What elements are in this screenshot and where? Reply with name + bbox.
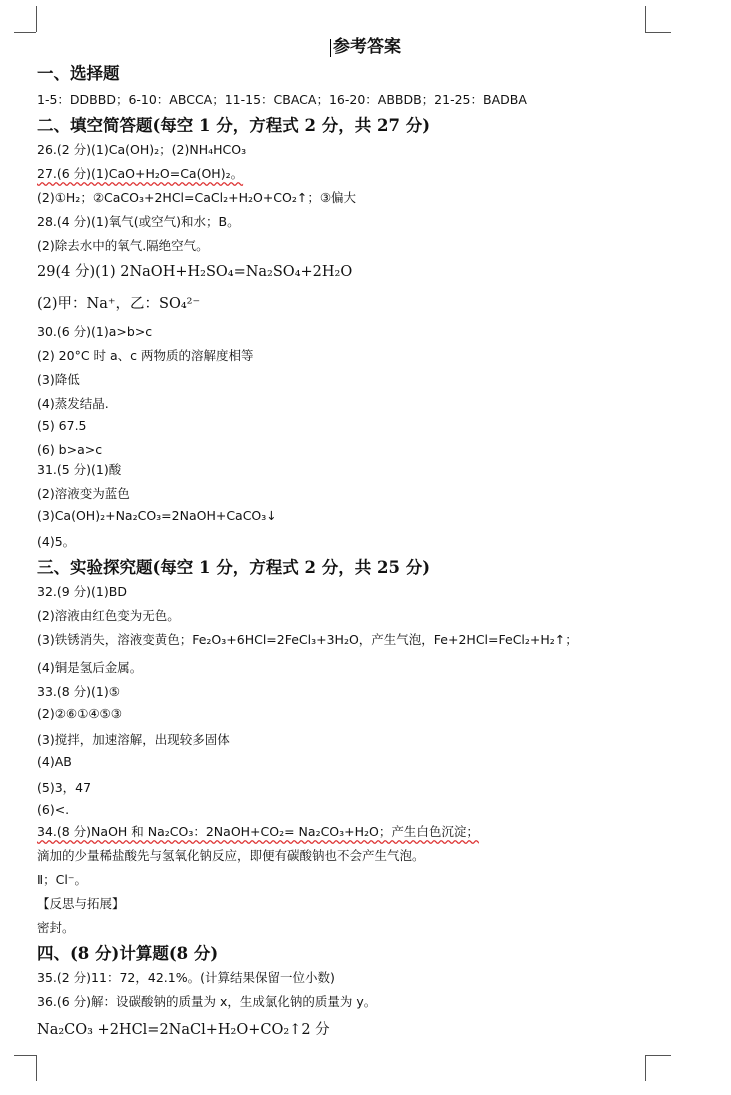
answer-line: 27.(6 分)(1)CaO+H₂O=Ca(OH)₂。: [37, 166, 244, 181]
crop-mark-line: [14, 1055, 36, 1056]
section-heading: 一、选择题: [37, 64, 120, 83]
crop-mark-line: [645, 6, 646, 32]
answer-line: 32.(9 分)(1)BD: [37, 584, 127, 599]
answer-line: (2) 20°C 时 a、c 两物质的溶解度相等: [37, 348, 254, 363]
answer-line: (3)降低: [37, 372, 80, 387]
answer-line: 28.(4 分)(1)氧气(或空气)和水；B。: [37, 214, 240, 229]
answer-line: 31.(5 分)(1)酸: [37, 462, 122, 477]
answer-line: 1-5：DDBBD；6-10：ABCCA；11-15：CBACA；16-20：ABBDB；21-25：BADBA: [37, 92, 527, 107]
answer-line: (4)蒸发结晶.: [37, 396, 109, 411]
answer-line: 36.(6 分)解：设碳酸钠的质量为 x，生成氯化钠的质量为 y。: [37, 994, 377, 1009]
answer-line: 【反思与拓展】: [37, 896, 125, 911]
crop-mark-line: [36, 6, 37, 32]
answer-line: (4)AB: [37, 754, 72, 769]
answer-line: 密封。: [37, 920, 75, 935]
answer-line: 33.(8 分)(1)⑤: [37, 684, 120, 699]
section-heading: 四、(8 分)计算题(8 分): [37, 944, 219, 963]
answer-line: Ⅱ；Cl⁻。: [37, 872, 87, 887]
answer-line: (2)溶液由红色变为无色。: [37, 608, 180, 623]
answer-line: 滴加的少量稀盐酸先与氢氧化钠反应，即便有碳酸钠也不会产生气泡。: [37, 848, 425, 863]
text-cursor: [330, 39, 331, 57]
section-heading: 三、实验探究题(每空 1 分，方程式 2 分，共 25 分): [37, 558, 431, 577]
answer-line: 30.(6 分)(1)a>b>c: [37, 324, 153, 339]
answer-line: (2)除去水中的氧气.隔绝空气。: [37, 238, 209, 253]
answer-line: (3)搅拌，加速溶解，出现较多固体: [37, 732, 230, 747]
answer-line: (3)Ca(OH)₂+Na₂CO₃=2NaOH+CaCO₃↓: [37, 508, 277, 523]
answer-line: 26.(2 分)(1)Ca(OH)₂；(2)NH₄HCO₃: [37, 142, 247, 157]
answer-line: (5) 67.5: [37, 418, 87, 433]
page-title: [0, 32, 731, 57]
page-title-text: 参考答案: [333, 37, 401, 57]
crop-mark-line: [36, 1055, 37, 1081]
answer-line: (4)铜是氢后金属。: [37, 660, 143, 675]
answer-line: (6) b>a>c: [37, 442, 103, 457]
crop-mark-line: [645, 1055, 646, 1081]
crop-mark-line: [645, 1055, 671, 1056]
answer-line: (2)①H₂；②CaCO₃+2HCl=CaCl₂+H₂O+CO₂↑；③偏大: [37, 190, 357, 205]
answer-line: (2)②⑥①④⑤③: [37, 706, 122, 721]
answer-line: 34.(8 分)NaOH 和 Na₂CO₃：2NaOH+CO₂= Na₂CO₃+H₂O；产生白色沉淀；: [37, 824, 479, 839]
answer-line: (5)3，47: [37, 780, 92, 795]
answer-line: (3)铁锈消失，溶液变黄色；Fe₂O₃+6HCl=2FeCl₃+3H₂O，产生气泡，Fe+2HCl=FeCl₂+H₂↑；: [37, 632, 578, 647]
answer-line: 29(4 分)(1) 2NaOH+H₂SO₄=Na₂SO₄+2H₂O: [37, 264, 353, 280]
answer-line: (4)5。: [37, 534, 76, 549]
answer-line: Na₂CO₃ +2HCl=2NaCl+H₂O+CO₂↑2 分: [37, 1022, 330, 1038]
answer-line: 35.(2 分)11：72，42.1%。(计算结果保留一位小数): [37, 970, 335, 985]
answer-line: (2)溶液变为蓝色: [37, 486, 130, 501]
answer-line: (2)甲：Na⁺，乙：SO₄²⁻: [37, 296, 201, 312]
answer-line: (6)<.: [37, 802, 70, 817]
section-heading: 二、填空简答题(每空 1 分，方程式 2 分，共 27 分): [37, 116, 431, 135]
